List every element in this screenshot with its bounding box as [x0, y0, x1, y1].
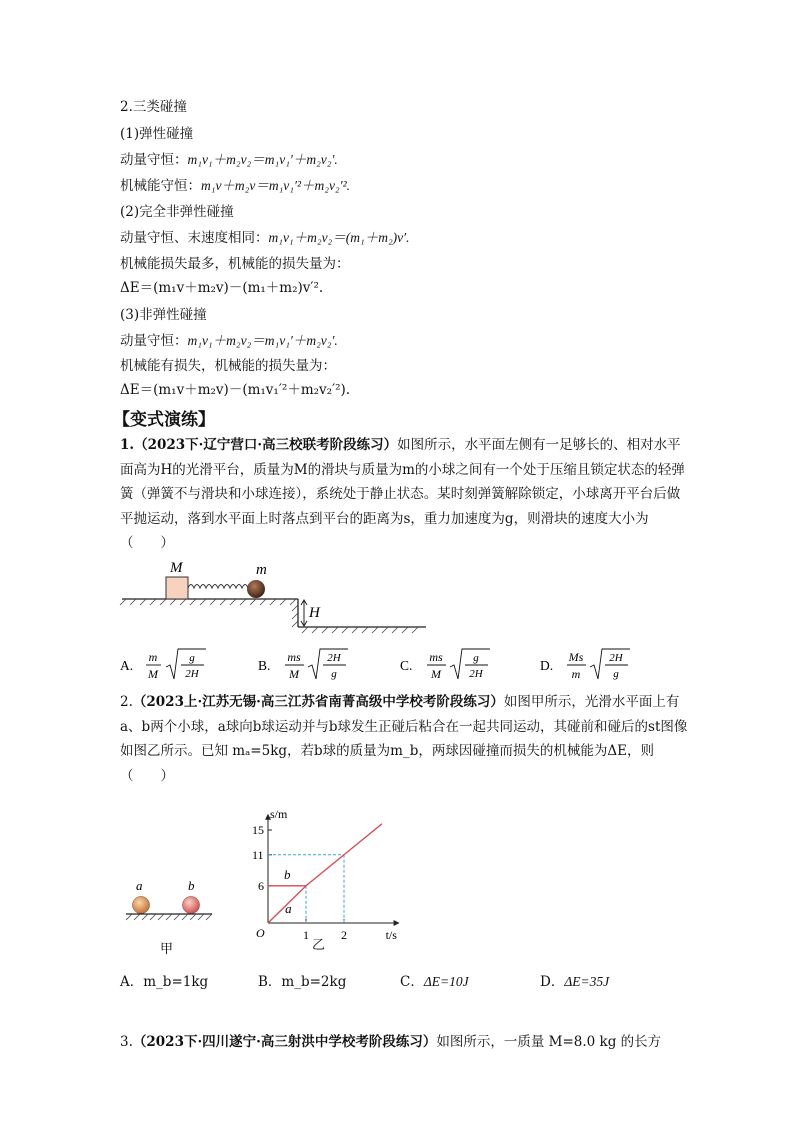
- option-text: m_b=2kg: [281, 974, 347, 990]
- elastic-energy-formula: m₁v＋m₂v＝m₁v₁′²＋m₂v₂′².: [201, 178, 351, 193]
- q1-option-a[interactable]: [120, 647, 230, 687]
- ground-hatch: [302, 627, 418, 633]
- perfect-inelastic-momentum-label: 动量守恒、末速度相同：: [120, 230, 269, 246]
- q1-text: 如图所示，水平面左侧有一足够长的、相对水平面高为H的光滑平台，质量为M的滑块与质量为m的小球之间有一个处于压缩且锁定状态的轻弹簧（弹簧不与滑块和小球连接），系统处于静止状态。某时刻弹簧解除锁定，小球离开平台后做平抛运动，落到水平面上时落点到平台的距离为s，重力加速度为g，则滑块的速度大小为（ ）: [120, 437, 685, 551]
- option-letter: B．: [258, 974, 282, 990]
- inelastic-loss-text: 机械能有损失，机械能的损失量为：: [120, 358, 336, 374]
- q2-text: 如图甲所示，光滑水平面上有a、b两个小球，a球向b球运动并与b球发生正碰后粘合在一起共同运动，其碰前和碰后的st图像如图乙所示。已知 mₐ=5kg，若b球的质量为m_b，两球因碰撞而损失的机械能为ΔE，则（ ）: [120, 694, 688, 784]
- x-tick-label: 2: [341, 928, 347, 942]
- elastic-momentum-line: [120, 150, 338, 170]
- elastic-heading: (1)弹性碰撞: [120, 126, 194, 142]
- fraction-numerator: m: [148, 650, 158, 664]
- ground-hatch: [126, 914, 212, 920]
- radical-numerator: g: [189, 652, 195, 664]
- platform-hatch: [120, 599, 296, 605]
- perfect-inelastic-heading: (2)完全非弹性碰撞: [120, 204, 234, 220]
- slider-block: [166, 577, 188, 599]
- spring-coil: [188, 585, 248, 589]
- option-text: ΔE=35J: [564, 974, 610, 989]
- option-letter: B.: [258, 658, 271, 673]
- fraction-numerator: Ms: [568, 650, 584, 664]
- radical-denominator: 2H: [469, 668, 483, 680]
- radical-denominator: 2H: [185, 668, 199, 680]
- inelastic-heading: (3)非弹性碰撞: [120, 307, 207, 323]
- q3-source: （2023下·四川遂宁·高三射洪中学校考阶段练习）: [132, 1034, 437, 1050]
- fraction-denominator: m: [571, 667, 581, 681]
- inelastic-momentum-formula: m₁v₁＋m₂v₂＝m₁v₁′＋m₂v₂′.: [187, 333, 338, 348]
- fraction-numerator: ms: [287, 650, 301, 664]
- ball-b: [183, 897, 200, 914]
- section-title: 2.三类碰撞: [120, 99, 187, 115]
- elastic-momentum-label: 动量守恒：: [120, 152, 188, 168]
- practice-heading: 【变式演练】: [113, 410, 215, 430]
- q2-st-chart: [240, 795, 400, 955]
- ball-a: [133, 897, 150, 914]
- q2-option-b[interactable]: [258, 970, 346, 990]
- series-a-label: a: [285, 901, 292, 917]
- height-label-H: H: [309, 605, 320, 621]
- x-axis-arrow: [394, 920, 400, 926]
- fraction-numerator: ms: [429, 650, 443, 664]
- q2-number: 2.: [120, 694, 133, 710]
- series-b-label: b: [283, 866, 291, 882]
- fraction-denominator: M: [148, 667, 158, 681]
- q1-figure: [118, 557, 438, 635]
- option-letter: C.: [400, 658, 413, 673]
- inelastic-momentum-label: 动量守恒：: [120, 333, 188, 349]
- option-text: m_b=1kg: [143, 974, 209, 990]
- y-tick-label: 15: [252, 823, 264, 837]
- q2-option-a[interactable]: [120, 970, 208, 990]
- y-tick-label: 6: [258, 878, 264, 893]
- q1-option-b[interactable]: [258, 647, 368, 687]
- option-letter: C．: [400, 974, 424, 990]
- x-axis-label: t/s: [385, 928, 397, 942]
- q1-number: 1.: [120, 437, 135, 453]
- radical-numerator: g: [473, 652, 479, 664]
- q2-option-d[interactable]: [540, 970, 609, 990]
- perfect-inelastic-loss-text: 机械能损失最多，机械能的损失量为：: [120, 256, 350, 272]
- perfect-inelastic-momentum-line: [120, 228, 409, 248]
- ball-b-label: b: [188, 878, 195, 893]
- guide-lines: [268, 855, 344, 923]
- question-3: [120, 1030, 690, 1055]
- block-label-M: M: [170, 560, 183, 576]
- q1-source: （2023下·辽宁营口·高三校联考阶段练习）: [134, 437, 398, 453]
- question-1: [120, 433, 690, 556]
- q2-option-c[interactable]: [400, 970, 469, 990]
- ball-label-m: m: [256, 562, 267, 578]
- q1-option-c[interactable]: [400, 647, 510, 687]
- tick-group: [252, 823, 347, 942]
- option-letter: A.: [120, 658, 134, 673]
- option-text: ΔE=10J: [423, 974, 469, 989]
- q3-text: 如图所示，一质量 M=8.0 kg 的长方: [436, 1034, 662, 1050]
- radical-numerator: 2H: [609, 652, 623, 664]
- x-tick-label: 1: [303, 928, 309, 942]
- radical-numerator: 2H: [327, 652, 341, 664]
- elastic-energy-line: [120, 176, 350, 196]
- radical-denominator: g: [331, 668, 337, 680]
- question-2: [120, 690, 690, 788]
- option-letter: A．: [120, 974, 144, 990]
- y-tick-label: 11: [252, 847, 264, 862]
- perfect-inelastic-loss-formula: ΔE＝(m₁v＋m₂v)－(m₁＋m₂)v′².: [120, 280, 324, 296]
- fraction-denominator: M: [289, 667, 299, 681]
- inelastic-momentum-line: [120, 331, 338, 351]
- option-letter: D．: [540, 974, 565, 990]
- origin-label: O: [256, 926, 265, 940]
- figure-caption-jia: 甲: [160, 941, 174, 956]
- option-letter: D.: [540, 658, 554, 673]
- elastic-energy-label: 机械能守恒：: [120, 178, 201, 194]
- radical-denominator: g: [613, 668, 619, 680]
- small-ball: [247, 580, 265, 598]
- q2-figure-left: [118, 870, 218, 960]
- ball-a-label: a: [136, 878, 143, 893]
- figure-caption-yi: 乙: [312, 938, 326, 953]
- elastic-momentum-formula: m₁v₁＋m₂v₂＝m₁v₁′＋m₂v₂′.: [187, 152, 338, 167]
- q3-number: 3.: [120, 1034, 133, 1050]
- platform-edge-hatch: [292, 605, 298, 627]
- y-axis-label: s/m: [270, 806, 288, 821]
- q2-source: （2023上·江苏无锡·高三江苏省南菁高级中学校考阶段练习）: [132, 694, 504, 710]
- inelastic-loss-formula: ΔE＝(m₁v＋m₂v)－(m₁v₁′²＋m₂v₂′²).: [120, 382, 351, 398]
- fraction-denominator: M: [431, 667, 441, 681]
- perfect-inelastic-momentum-formula: m₁v₁＋m₂v₂＝(m₁＋m₂)v′.: [268, 230, 410, 245]
- q1-option-d[interactable]: [540, 647, 650, 687]
